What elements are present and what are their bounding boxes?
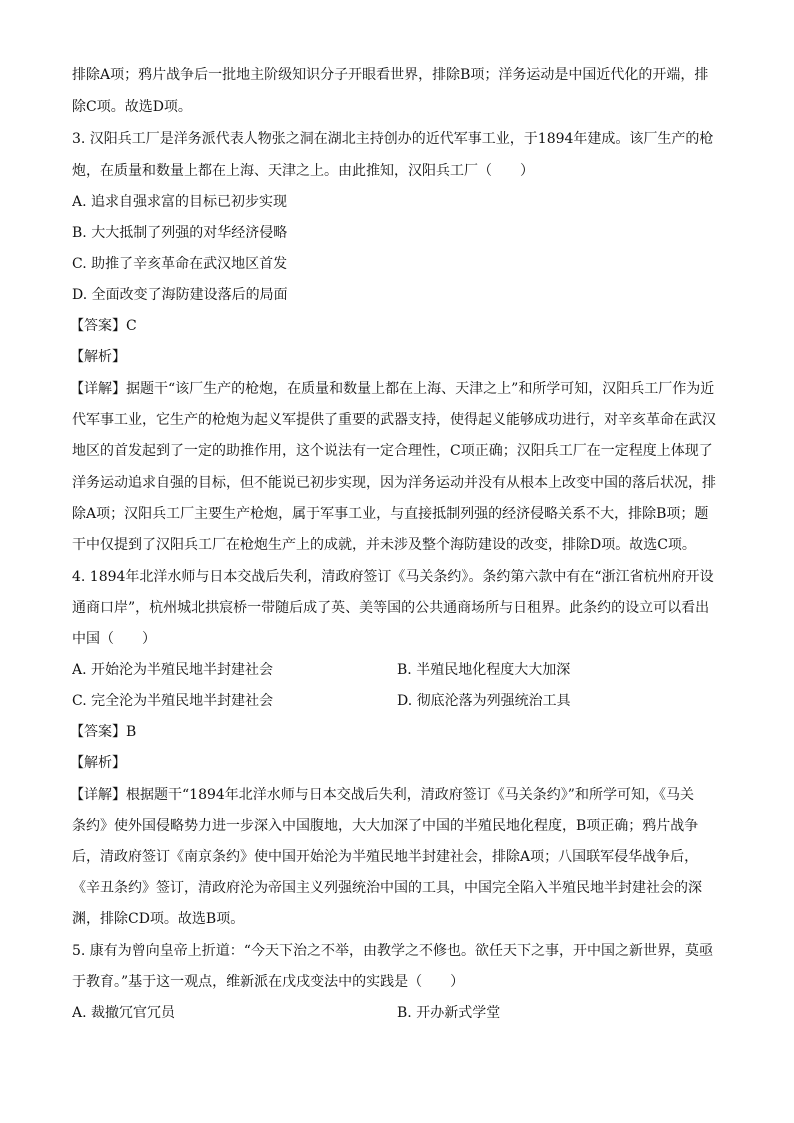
explanation-text: 【详解】据题干“该厂生产的枪炮，在质量和数量上都在上海、天津之上”和所学可知，汉阳兵工厂作为近 (70, 381, 715, 397)
explanation-text: 后，清政府签订《南京条约》使中国开始沦为半殖民地半封建社会，排除A项；八国联军侵华战争后， (72, 849, 699, 865)
text-line: 除C项。故选D项。 (72, 99, 192, 115)
question-4-option-d: D. 彻底沦落为列强统治工具 (397, 693, 571, 709)
question-3-option-b: B. 大大抵制了列强的对华经济侵略 (72, 225, 288, 241)
question-4-stem: 通商口岸”，杭州城北拱宸桥一带随后成了英、美等国的公共通商场所与日租界。此条约的设立可以看出 (72, 600, 710, 616)
explanation-text: 除A项；汉阳兵工厂主要生产枪炮，属于军事工业，与直接抵制列强的经济侵略关系不大，排除B项；题 (72, 506, 709, 522)
answer-label: 【答案】C (70, 318, 137, 334)
question-4-option-a: A. 开始沦为半殖民地半封建社会 (72, 662, 274, 678)
question-4-option-c: C. 完全沦为半殖民地半封建社会 (72, 693, 274, 709)
explanation-text: 代军事工业，它生产的枪炮为起义军提供了重要的武器支持，使得起义能够成功进行，对辛亥革命在武汉 (72, 412, 716, 428)
analysis-label: 【解析】 (70, 349, 126, 365)
explanation-text: 地区的首发起到了一定的助推作用，这个说法有一定合理性，C项正确；汉阳兵工厂在一定程度上体现了 (72, 443, 713, 459)
explanation-text: 渊，排除CD项。故选B项。 (72, 911, 245, 927)
analysis-label: 【解析】 (70, 755, 126, 771)
text-line: 排除A项；鸦片战争后一批地主阶级知识分子开眼看世界，排除B项；洋务运动是中国近代化的开端，排 (72, 67, 709, 83)
explanation-text: 条约》使外国侵略势力进一步深入中国腹地，大大加深了中国的半殖民地化程度，B项正确；鸦片战争 (72, 818, 699, 834)
explanation-text: 洋务运动追求自强的目标，但不能说已初步实现，因为洋务运动并没有从根本上改变中国的落后状况，排 (72, 475, 716, 491)
answer-label: 【答案】B (70, 724, 137, 740)
explanation-text: 【详解】根据题干“1894年北洋水师与日本交战后失利，清政府签订《马关条约》”和所学可知，《马关 (70, 787, 694, 803)
question-5-option-a: A. 裁撤冗官冗员 (72, 1005, 176, 1021)
explanation-text: 干中仅提到了汉阳兵工厂在枪炮生产上的成就，并未涉及整个海防建设的改变，排除D项。故选C项。 (72, 537, 696, 553)
question-4-stem: 中国（ ） (72, 631, 156, 647)
question-5-stem: 5. 康有为曾向皇帝上折道：“今天下治之不举，由教学之不修也。欲任天下之事，开中国之新世界，莫亟 (72, 943, 713, 959)
question-4-stem: 4. 1894年北洋水师与日本交战后失利，清政府签订《马关条约》。条约第六款中有在“浙江省杭州府开设 (72, 569, 714, 585)
question-3-stem: 3. 汉阳兵工厂是洋务派代表人物张之洞在湖北主持创办的近代军事工业，于1894年建成。该厂生产的枪 (72, 131, 714, 147)
question-4-option-b: B. 半殖民地化程度大大加深 (397, 662, 571, 678)
question-3-option-c: C. 助推了辛亥革命在武汉地区首发 (72, 256, 288, 272)
question-5-stem: 于教育。”基于这一观点，维新派在戊戌变法中的实践是（ ） (72, 974, 465, 990)
explanation-text: 《辛丑条约》签订，清政府沦为帝国主义列强统治中国的工具，中国完全陷入半殖民地半封建社会的深 (72, 880, 702, 896)
question-3-option-a: A. 追求自强求富的目标已初步实现 (72, 194, 288, 210)
question-3-stem: 炮，在质量和数量上都在上海、天津之上。由此推知，汉阳兵工厂（ ） (72, 163, 534, 179)
question-3-option-d: D. 全面改变了海防建设落后的局面 (72, 287, 288, 303)
question-5-option-b: B. 开办新式学堂 (397, 1005, 501, 1021)
